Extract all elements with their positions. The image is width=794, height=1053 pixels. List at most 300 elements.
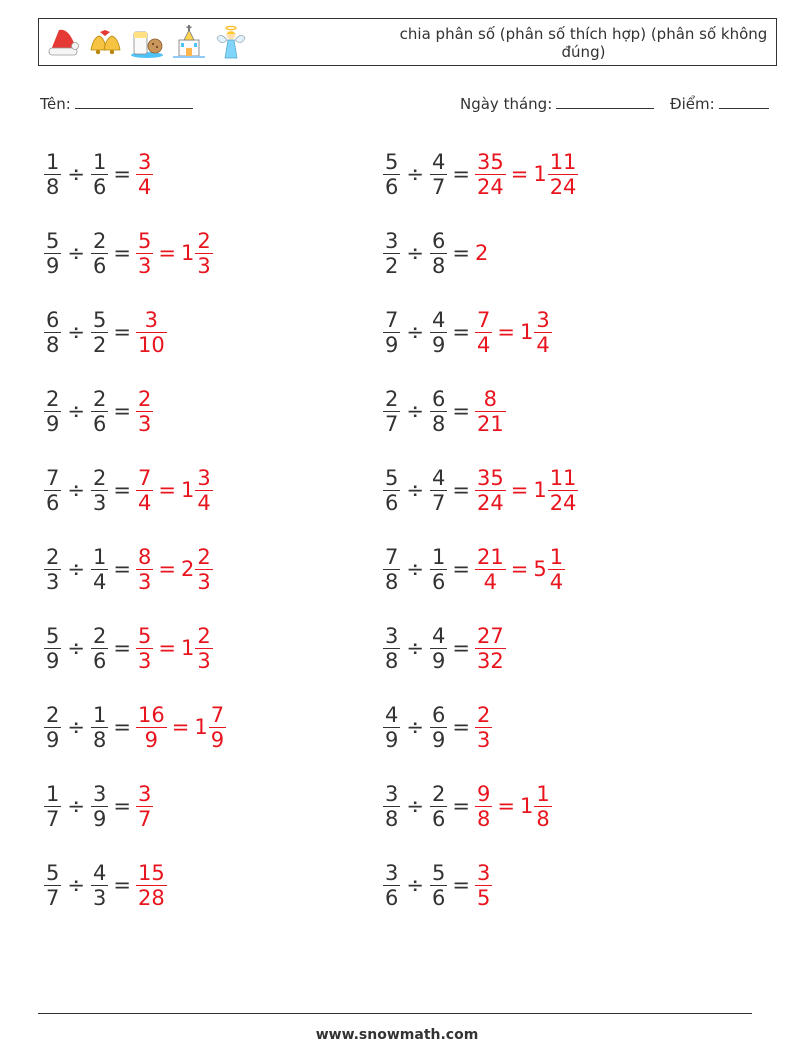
equals-sign: =: [113, 241, 131, 265]
divide-sign: ÷: [406, 478, 424, 502]
dividend-fraction-denominator: 8: [385, 569, 399, 594]
divisor-fraction-denominator: 6: [92, 253, 107, 278]
divisor-fraction: [91, 466, 108, 515]
equals-sign: =: [452, 399, 470, 423]
church-icon: [171, 24, 207, 60]
mixed-denominator: 4: [549, 569, 564, 594]
problem-item: [383, 300, 552, 364]
answer-fraction-denominator: 5: [476, 885, 491, 910]
answer: [136, 150, 153, 199]
divisor-fraction-numerator: 4: [431, 623, 446, 648]
divisor-fraction-denominator: 3: [92, 885, 107, 910]
mixed-whole-part: 1: [533, 162, 547, 186]
answer-fraction: [475, 466, 506, 515]
answer-fraction-denominator: 3: [137, 648, 152, 673]
mixed-fraction: [548, 150, 579, 199]
divide-sign: ÷: [406, 320, 424, 344]
divisor-fraction-denominator: 3: [92, 490, 107, 515]
dividend-fraction-denominator: 9: [46, 648, 60, 673]
divisor-fraction-denominator: 8: [431, 253, 446, 278]
problem-item: [383, 695, 492, 759]
answer-fraction-numerator: 2: [476, 702, 491, 727]
mixed-equals-sign: =: [158, 478, 176, 502]
answer-fraction: [475, 545, 506, 594]
problem-item: [44, 695, 226, 759]
problem-item: [383, 616, 506, 680]
answer-fraction-numerator: 2: [137, 386, 152, 411]
divisor-fraction-denominator: 4: [92, 569, 107, 594]
mixed-numerator: 1: [549, 544, 564, 569]
dividend-fraction: [383, 150, 400, 199]
divisor-fraction-numerator: 4: [431, 307, 446, 332]
divisor-fraction-denominator: 8: [431, 411, 446, 436]
answer-fraction: [475, 624, 506, 673]
divisor-fraction-numerator: 1: [92, 702, 107, 727]
divisor-fraction-numerator: 2: [92, 623, 107, 648]
divisor-fraction-denominator: 6: [431, 569, 446, 594]
dividend-fraction-numerator: 7: [385, 544, 399, 569]
answer-fraction-denominator: 3: [137, 253, 152, 278]
answer-fraction-denominator: 4: [137, 490, 152, 515]
dividend-fraction-denominator: 6: [385, 174, 399, 199]
answer-fraction-numerator: 3: [137, 781, 152, 806]
mixed-whole-part: 1: [180, 241, 195, 265]
answer-fraction-denominator: 4: [483, 569, 498, 594]
answer: [136, 624, 213, 673]
divide-sign: ÷: [67, 636, 85, 660]
dividend-fraction-numerator: 3: [385, 228, 399, 253]
answer-fraction-numerator: 35: [476, 149, 504, 174]
dividend-fraction-numerator: 3: [385, 860, 399, 885]
answer-fraction-numerator: 8: [137, 544, 152, 569]
divisor-fraction-denominator: 6: [431, 885, 446, 910]
milk-cookies-icon: [129, 24, 165, 60]
mixed-denominator: 24: [549, 174, 577, 199]
mixed-fraction: [195, 466, 212, 515]
divide-sign: ÷: [406, 557, 424, 581]
mixed-fraction: [548, 545, 565, 594]
dividend-fraction: [44, 703, 61, 752]
mixed-fraction: [195, 545, 212, 594]
divisor-fraction-numerator: 4: [431, 465, 446, 490]
mixed-fraction: [534, 308, 551, 357]
problem-item: [44, 221, 213, 285]
divide-sign: ÷: [67, 557, 85, 581]
problem-item: [44, 142, 153, 206]
answer-fraction-denominator: 24: [476, 174, 504, 199]
answer-fraction-denominator: 10: [137, 332, 165, 357]
dividend-fraction: [44, 229, 61, 278]
dividend-fraction-denominator: 9: [385, 727, 399, 752]
divisor-fraction-numerator: 2: [92, 386, 107, 411]
equals-sign: =: [452, 873, 470, 897]
mixed-equals-sign: =: [510, 478, 529, 502]
divisor-fraction-numerator: 1: [431, 544, 446, 569]
divisor-fraction-numerator: 4: [431, 149, 446, 174]
dividend-fraction-denominator: 7: [385, 411, 399, 436]
answer: [136, 545, 213, 594]
answer: [475, 466, 578, 515]
answer: [475, 703, 492, 752]
problem-item: [383, 537, 565, 601]
answer: [136, 229, 213, 278]
answer-fraction-denominator: 3: [137, 411, 152, 436]
divisor-fraction-numerator: 6: [431, 702, 446, 727]
answer-fraction: [136, 387, 153, 436]
mixed-whole-part: 2: [180, 557, 195, 581]
divisor-fraction-numerator: 1: [92, 149, 107, 174]
answer-fraction: [475, 150, 506, 199]
answer-fraction: [475, 703, 492, 752]
mixed-whole-part: 1: [194, 715, 208, 739]
problem-item: [44, 537, 213, 601]
answer-fraction-denominator: 3: [137, 569, 152, 594]
worksheet-header: [38, 18, 777, 66]
divisor-fraction-numerator: 5: [431, 860, 446, 885]
dividend-fraction-numerator: 5: [46, 623, 60, 648]
dividend-fraction-numerator: 1: [46, 781, 60, 806]
divisor-fraction: [430, 229, 447, 278]
dividend-fraction: [383, 703, 400, 752]
dividend-fraction-numerator: 3: [385, 623, 399, 648]
date-label: Ngày tháng:: [460, 95, 553, 113]
answer-fraction: [136, 150, 153, 199]
divisor-fraction: [430, 782, 447, 831]
mixed-numerator: 2: [197, 623, 211, 648]
name-field[interactable]: [40, 94, 193, 113]
mixed-whole-part: 1: [519, 794, 534, 818]
mixed-fraction: [548, 466, 579, 515]
divisor-fraction-denominator: 6: [92, 411, 107, 436]
dividend-fraction: [44, 387, 61, 436]
dividend-fraction-numerator: 5: [46, 860, 60, 885]
mixed-denominator: 3: [197, 253, 211, 278]
divisor-fraction-denominator: 2: [92, 332, 107, 357]
problem-item: [383, 853, 492, 917]
dividend-fraction: [44, 466, 61, 515]
divisor-fraction: [430, 150, 447, 199]
answer-fraction: [136, 703, 167, 752]
dividend-fraction: [44, 150, 61, 199]
dividend-fraction-numerator: 5: [385, 465, 399, 490]
divide-sign: ÷: [67, 715, 85, 739]
divide-sign: ÷: [406, 162, 424, 186]
dividend-fraction: [44, 308, 61, 357]
mixed-whole-part: 1: [180, 478, 195, 502]
equals-sign: =: [113, 320, 131, 344]
equals-sign: =: [452, 478, 470, 502]
problem-item: [44, 379, 153, 443]
answer-fraction-numerator: 16: [137, 702, 165, 727]
answer-fraction-denominator: 9: [144, 727, 159, 752]
dividend-fraction-denominator: 9: [385, 332, 399, 357]
problem-item: [44, 616, 213, 680]
divisor-fraction: [430, 861, 447, 910]
mixed-numerator: 7: [210, 702, 225, 727]
divide-sign: ÷: [67, 320, 85, 344]
problem-item: [44, 853, 167, 917]
footer-url: www.snowmath.com: [315, 1027, 479, 1043]
mixed-equals-sign: =: [158, 557, 176, 581]
mixed-denominator: 4: [197, 490, 211, 515]
dividend-fraction-numerator: 5: [46, 228, 60, 253]
dividend-fraction: [383, 545, 400, 594]
divisor-fraction: [91, 150, 108, 199]
mixed-denominator: 3: [197, 569, 211, 594]
equals-sign: =: [452, 794, 470, 818]
divisor-fraction-numerator: 1: [92, 544, 107, 569]
mixed-numerator: 2: [197, 544, 211, 569]
dividend-fraction-numerator: 2: [385, 386, 399, 411]
dividend-fraction: [44, 545, 61, 594]
dividend-fraction: [383, 466, 400, 515]
mixed-equals-sign: =: [510, 557, 529, 581]
angel-icon: [213, 24, 249, 60]
date-field[interactable]: [460, 94, 654, 113]
problem-item: [44, 458, 213, 522]
answer: [136, 308, 167, 357]
answer: [475, 241, 488, 265]
answer-fraction: [475, 782, 492, 831]
mixed-whole-part: 1: [519, 320, 534, 344]
divisor-fraction: [91, 545, 108, 594]
dividend-fraction: [44, 624, 61, 673]
answer-fraction-denominator: 3: [476, 727, 491, 752]
divisor-fraction: [430, 545, 447, 594]
divisor-fraction-denominator: 7: [431, 490, 446, 515]
divisor-fraction-numerator: 4: [92, 860, 107, 885]
answer-fraction: [136, 229, 153, 278]
dividend-fraction-numerator: 6: [46, 307, 60, 332]
equals-sign: =: [452, 241, 470, 265]
mixed-whole-part: 1: [180, 636, 195, 660]
answer: [136, 387, 153, 436]
divisor-fraction: [430, 308, 447, 357]
equals-sign: =: [113, 399, 131, 423]
dividend-fraction-denominator: 6: [385, 885, 399, 910]
answer-fraction-numerator: 9: [476, 781, 491, 806]
answer-fraction-numerator: 5: [137, 228, 152, 253]
answer-fraction-denominator: 21: [476, 411, 504, 436]
answer-fraction: [475, 387, 506, 436]
score-field[interactable]: [670, 94, 769, 113]
dividend-fraction-denominator: 8: [385, 648, 399, 673]
divide-sign: ÷: [406, 636, 424, 660]
mixed-whole-part: 1: [533, 478, 547, 502]
answer: [136, 782, 153, 831]
header-icons: [45, 24, 249, 62]
divide-sign: ÷: [67, 162, 85, 186]
answer-fraction: [136, 624, 153, 673]
answer-whole: 2: [474, 241, 489, 265]
dividend-fraction-denominator: 6: [385, 490, 399, 515]
divisor-fraction-numerator: 6: [431, 386, 446, 411]
problem-item: [383, 221, 488, 285]
divide-sign: ÷: [406, 399, 424, 423]
answer-fraction-numerator: 21: [476, 544, 504, 569]
answer-fraction-denominator: 4: [137, 174, 152, 199]
dividend-fraction-numerator: 2: [46, 386, 60, 411]
divisor-fraction-denominator: 9: [431, 332, 446, 357]
dividend-fraction-numerator: 7: [46, 465, 60, 490]
equals-sign: =: [452, 557, 470, 581]
answer-fraction-numerator: 15: [137, 860, 165, 885]
name-blank[interactable]: [75, 94, 193, 109]
mixed-equals-sign: =: [497, 320, 515, 344]
divisor-fraction-denominator: 7: [431, 174, 446, 199]
answer-fraction: [136, 782, 153, 831]
divide-sign: ÷: [67, 241, 85, 265]
worksheet-title: chia phân số (phân số thích hợp) (phân số không đúng): [399, 25, 768, 61]
mixed-numerator: 1: [536, 781, 550, 806]
divide-sign: ÷: [406, 715, 424, 739]
answer-fraction: [475, 308, 492, 357]
dividend-fraction-numerator: 2: [46, 544, 60, 569]
equals-sign: =: [452, 162, 470, 186]
answer-fraction-numerator: 8: [483, 386, 498, 411]
equals-sign: =: [113, 715, 131, 739]
equals-sign: =: [113, 636, 131, 660]
name-label: Tên:: [40, 95, 71, 113]
answer-fraction: [475, 861, 492, 910]
divide-sign: ÷: [67, 873, 85, 897]
divisor-fraction: [91, 703, 108, 752]
answer: [475, 308, 552, 357]
dividend-fraction: [383, 624, 400, 673]
equals-sign: =: [113, 873, 131, 897]
mixed-denominator: 4: [536, 332, 550, 357]
divide-sign: ÷: [67, 478, 85, 502]
answer-fraction-numerator: 3: [144, 307, 159, 332]
dividend-fraction: [383, 387, 400, 436]
equals-sign: =: [113, 478, 131, 502]
dividend-fraction-numerator: 4: [385, 702, 399, 727]
equals-sign: =: [452, 320, 470, 344]
divisor-fraction: [91, 861, 108, 910]
divisor-fraction-denominator: 9: [431, 727, 446, 752]
dividend-fraction-numerator: 3: [385, 781, 399, 806]
divisor-fraction-denominator: 8: [92, 727, 107, 752]
answer-fraction-numerator: 3: [476, 860, 491, 885]
dividend-fraction-denominator: 3: [46, 569, 60, 594]
answer-fraction-denominator: 24: [476, 490, 504, 515]
mixed-numerator: 11: [549, 465, 577, 490]
answer-fraction-denominator: 28: [137, 885, 165, 910]
answer: [475, 624, 506, 673]
mixed-denominator: 3: [197, 648, 211, 673]
mixed-equals-sign: =: [510, 162, 529, 186]
dividend-fraction-denominator: 9: [46, 253, 60, 278]
dividend-fraction-numerator: 1: [46, 149, 60, 174]
score-blank[interactable]: [719, 94, 769, 109]
date-blank[interactable]: [556, 94, 654, 109]
bells-icon: [87, 24, 123, 60]
equals-sign: =: [113, 557, 131, 581]
equals-sign: =: [452, 636, 470, 660]
answer-fraction-denominator: 7: [137, 806, 152, 831]
footer-divider: [38, 1013, 752, 1014]
divisor-fraction-numerator: 3: [92, 781, 107, 806]
mixed-numerator: 2: [197, 228, 211, 253]
mixed-equals-sign: =: [158, 241, 176, 265]
santa-hat-icon: [45, 24, 81, 60]
mixed-numerator: 3: [536, 307, 550, 332]
mixed-fraction: [209, 703, 226, 752]
dividend-fraction: [383, 308, 400, 357]
answer-fraction: [136, 466, 153, 515]
mixed-fraction: [195, 229, 212, 278]
dividend-fraction-denominator: 2: [385, 253, 399, 278]
answer-fraction-denominator: 4: [476, 332, 491, 357]
divisor-fraction-denominator: 6: [92, 174, 107, 199]
answer-fraction-numerator: 5: [137, 623, 152, 648]
answer: [475, 782, 552, 831]
divisor-fraction-denominator: 6: [431, 806, 446, 831]
problem-item: [383, 379, 506, 443]
answer-fraction-numerator: 27: [476, 623, 504, 648]
divisor-fraction: [91, 624, 108, 673]
answer: [475, 387, 506, 436]
divide-sign: ÷: [67, 399, 85, 423]
dividend-fraction-denominator: 6: [46, 490, 60, 515]
answer: [136, 703, 226, 752]
answer-fraction: [136, 545, 153, 594]
answer-fraction-numerator: 7: [476, 307, 491, 332]
answer: [475, 861, 492, 910]
equals-sign: =: [452, 715, 470, 739]
divide-sign: ÷: [406, 241, 424, 265]
divisor-fraction: [430, 624, 447, 673]
score-label: Điểm:: [670, 95, 715, 113]
dividend-fraction-numerator: 5: [385, 149, 399, 174]
mixed-numerator: 3: [197, 465, 211, 490]
divisor-fraction-numerator: 5: [92, 307, 107, 332]
mixed-fraction: [195, 624, 212, 673]
dividend-fraction-numerator: 7: [385, 307, 399, 332]
divisor-fraction-numerator: 2: [92, 228, 107, 253]
dividend-fraction-denominator: 9: [46, 411, 60, 436]
dividend-fraction: [383, 782, 400, 831]
divisor-fraction-denominator: 9: [92, 806, 107, 831]
problem-item: [383, 458, 578, 522]
mixed-fraction: [534, 782, 551, 831]
mixed-whole-part: 5: [533, 557, 547, 581]
dividend-fraction-denominator: 7: [46, 806, 60, 831]
mixed-equals-sign: =: [158, 636, 176, 660]
divisor-fraction: [91, 308, 108, 357]
answer-fraction-denominator: 8: [476, 806, 491, 831]
dividend-fraction-denominator: 7: [46, 885, 60, 910]
problem-item: [383, 774, 552, 838]
divide-sign: ÷: [67, 794, 85, 818]
answer-fraction: [136, 861, 167, 910]
divisor-fraction-numerator: 6: [431, 228, 446, 253]
answer-fraction-numerator: 3: [137, 149, 152, 174]
answer: [475, 545, 565, 594]
equals-sign: =: [113, 794, 131, 818]
answer: [136, 466, 213, 515]
answer-fraction: [136, 308, 167, 357]
dividend-fraction: [383, 229, 400, 278]
divide-sign: ÷: [406, 873, 424, 897]
answer-fraction-numerator: 7: [137, 465, 152, 490]
divisor-fraction: [91, 229, 108, 278]
divisor-fraction-numerator: 2: [92, 465, 107, 490]
dividend-fraction-denominator: 8: [46, 332, 60, 357]
divisor-fraction: [430, 703, 447, 752]
equals-sign: =: [113, 162, 131, 186]
dividend-fraction: [44, 861, 61, 910]
